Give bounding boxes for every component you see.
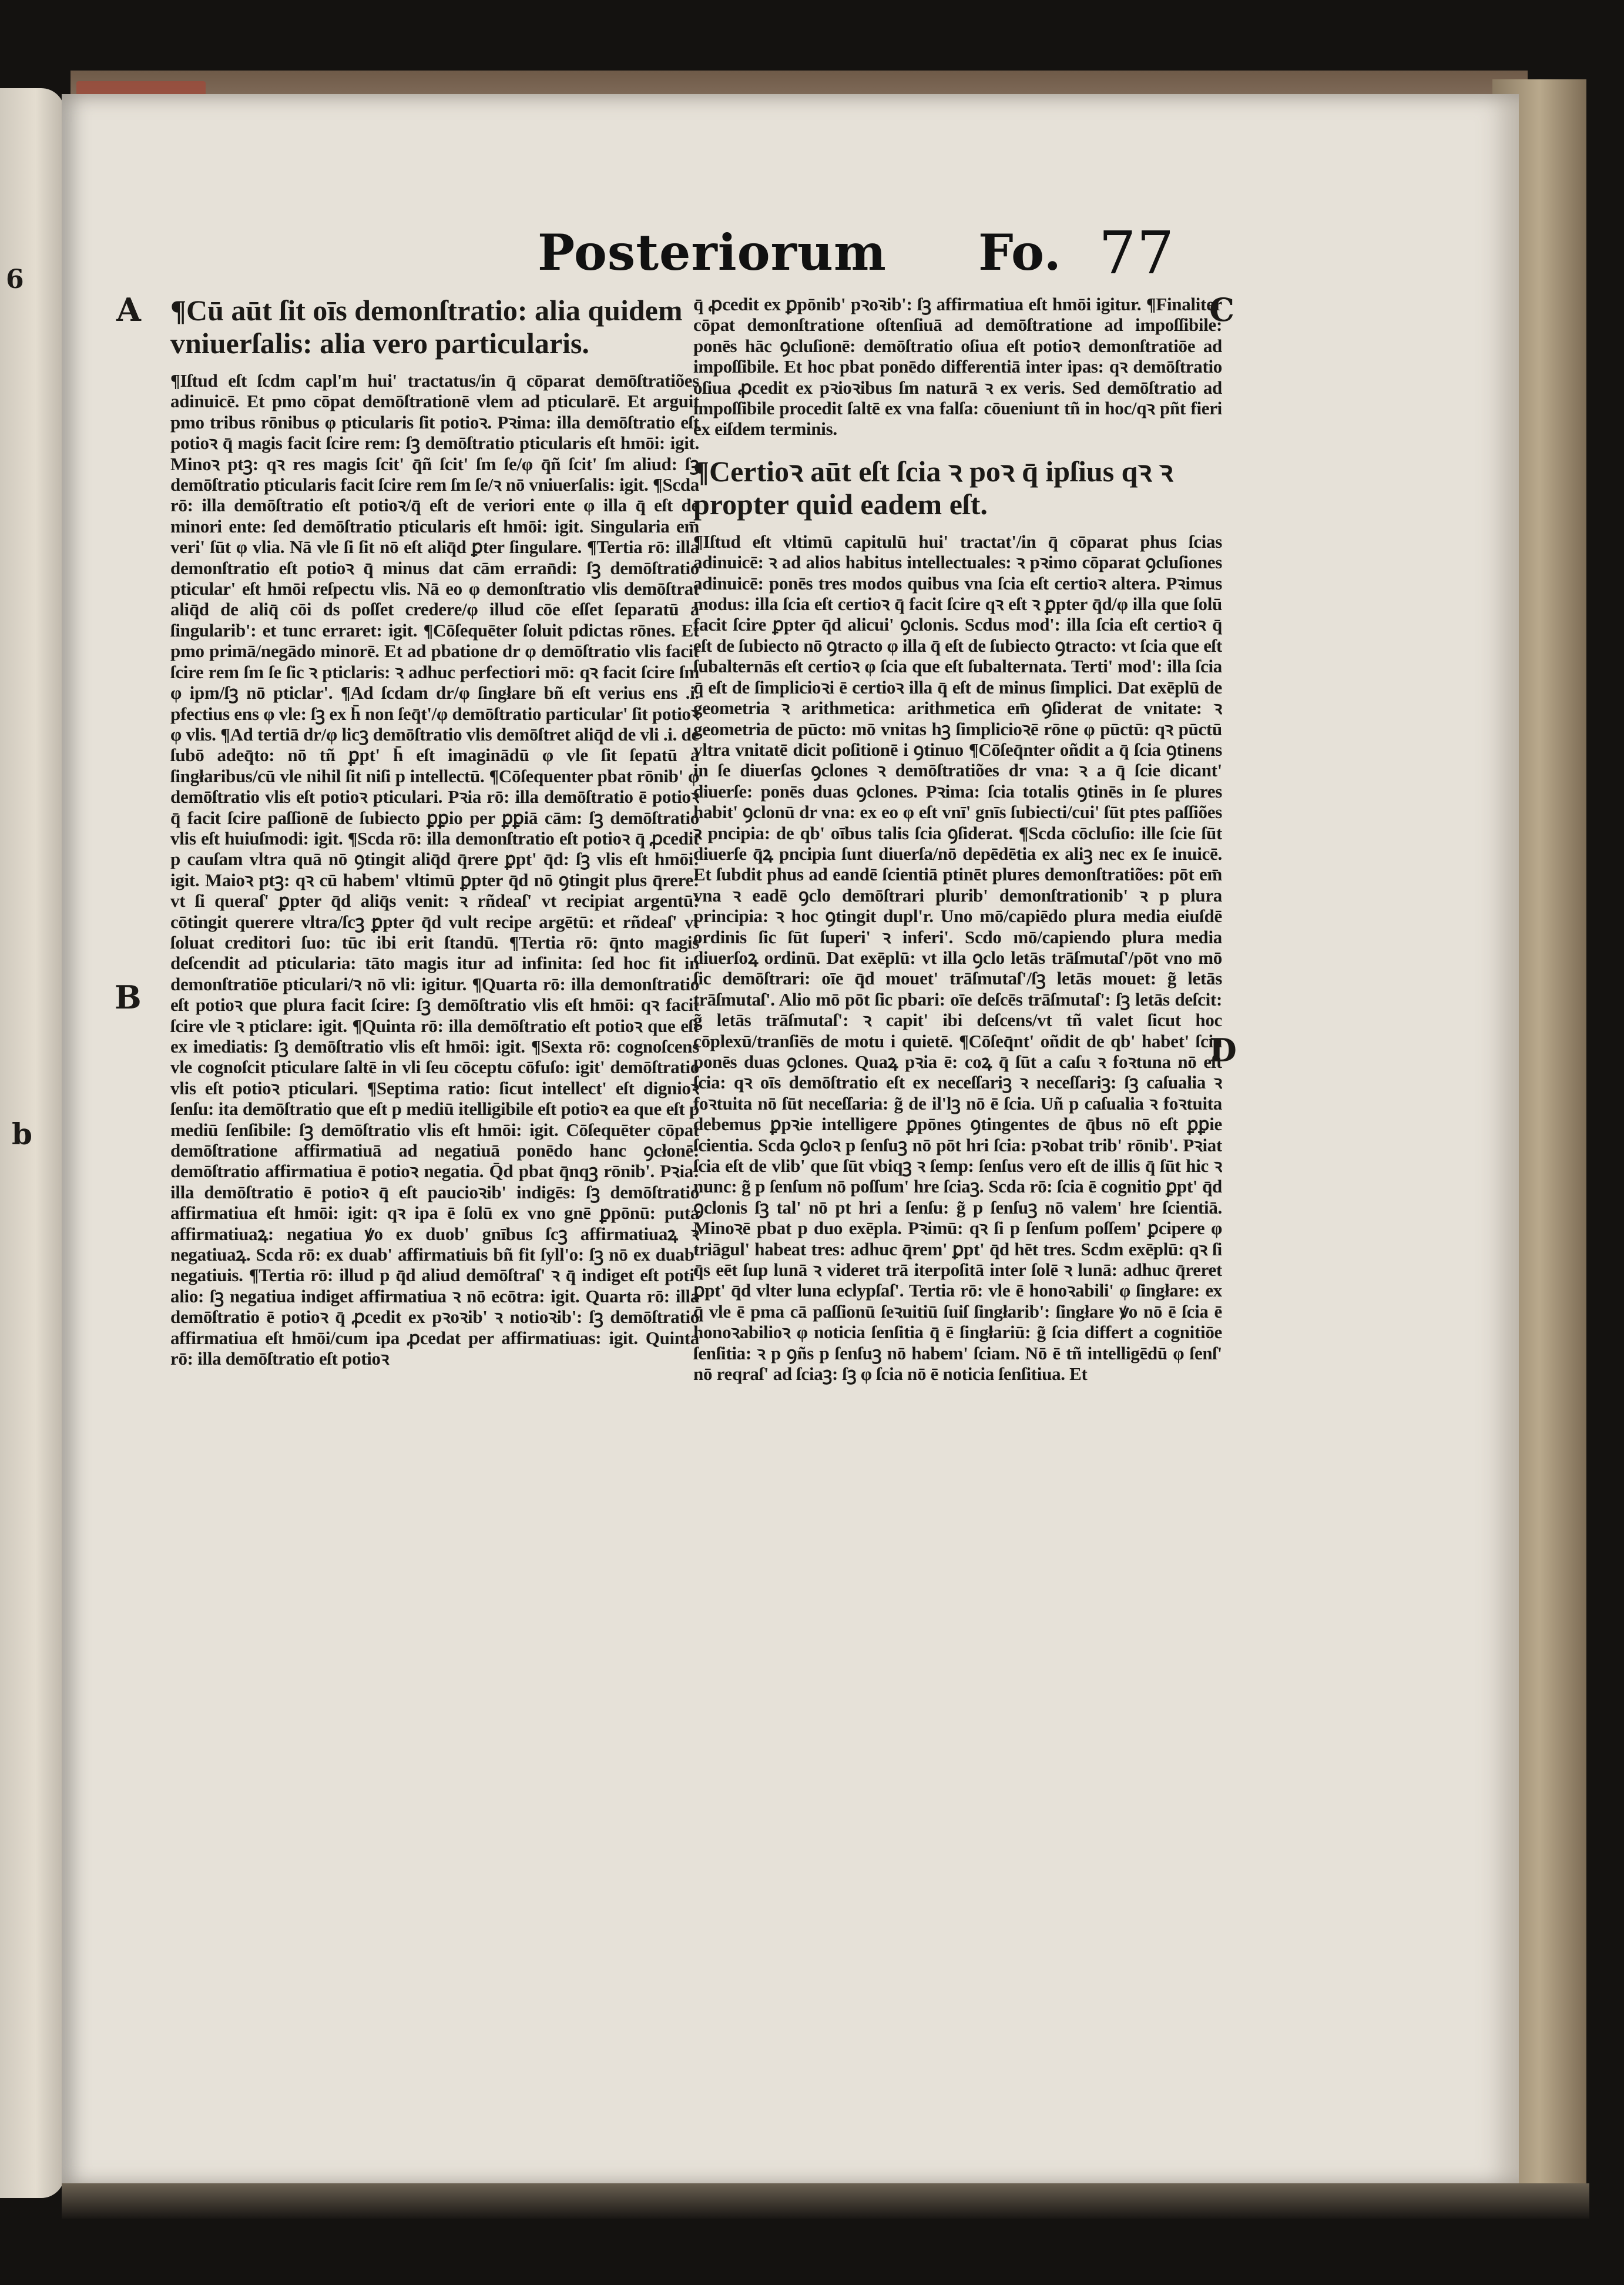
section-heading: ¶Cū aūt ſit oīs demonſtratio: alia quidem vniuerſalis: alia vero particularis. (170, 294, 683, 360)
text-column-right (693, 294, 1222, 1951)
folio-label: Fo. (978, 223, 1062, 282)
outer-margin-mark-b: b (12, 1117, 32, 1151)
commentary-paragraph-continued: q̄ ꝓcedit ex ꝑpōnib' pꝛoꝛib': ſꝫ affirmatiua eſt hmōi igitur. ¶Finaliter cōpat demonſtratione oſtenſiuā ad demōſtratione ad impoſſibile: ponēs hāc ꝯcluſionē: demōſtratio oſiua eſt potioꝛ demonſtratiōe ad impoſſibile. Et hoc pbat ponēdo differentiā inter ipas: qꝛ demōſtratio oſiua ꝓcedit ex pꝛioꝛibus ſm naturā ꝛ ex veris. Sed demōſtratio ad impoſſibile procedit ſaltē ex vna falſa: cōueniunt tñ in hoc/qꝛ pñt fieri ex eiſdem terminis. (693, 294, 1222, 440)
page-bottom-shadow (62, 2183, 1589, 2219)
text-column-left (170, 294, 699, 1951)
margin-letter-c: C (1209, 291, 1234, 329)
facing-page-edge (0, 88, 65, 2198)
commentary-paragraph: ¶Iſtud eſt ſcdm capl'm hui' tractatus/in q̄ cōparat demōſtratiões adinuicē. Et pmo cōpat demōſtrationē vlem ad pticularē. Et arguit pmo tribus rōnibus φ pticularis ſit potioꝛ. Pꝛima: illa demōſtratio eſt potioꝛ q̄ magis facit ſcire rem: ſꝫ demōſtratio pticularis eſt hmōi: igit. Minoꝛ ptꝫ: qꝛ res magis ſcit' q̄ñ ſcit' ſm ſe/φ q̄ñ ſcit' ſm aliud: ſꝫ demōſtratio pticularis facit ſcire rem ſm ſe/ꝛ nō vniuerſalis: igit. ¶Scda rō: illa demōſtratio eſt potioꝛ/q̄ eſt de veriori ente φ illa q̄ eſt de minori ente: ſed demōſtratio pticularis eſt hmōi: igit. Singularia em̄ veri' ſūt φ vlia. Nā vle ſi ſit nō eſt aliq̄d ꝑter ſingulare. ¶Tertia rō: illa demonſtratio eſt potioꝛ q̄ minus dat cām erran̄di: ſꝫ demōſtratio pticular' eſt hmōi reſpectu vlis. Nā eo φ demonſtratio vlis demōſtrat aliq̄d de aliq̄ cōi ds poſſet credere/φ illud cōe eſſet ſeparatū a ſingularib': et tunc erraret: igit. ¶Cōſequēter ſoluit pdictas rōnes. Et pmo primā/negādo minorē. Et ad pbatione dr φ demōſtratio vlis facit ſcire rem ſm ſe ſic ꝛ pticlaris: ꝛ adhuc perfectiori mō: qꝛ facit ſcire ſm φ ipm/ſꝫ nō pticlar'. ¶Ad ſcdam dr/φ ſingłare bñ eſt verius ens .i. pfectius ens φ vle: ſꝫ ex h̄ non ſeq̄t'/φ demōſtratio particular' ſit potioꝛ φ vlis. ¶Ad tertiā dr/φ licꝫ demōſtratio vlis demōſtret aliq̄d de vli .i. de ſubō adeq̄to: nō tñ ꝑpt' h̄ eſt imaginādū φ vle ſit ſepatū a ſingłaribus/cū vle nihil ſit niſi p intellectū. ¶Cōſequenter pbat rōnib' φ demōſtratio vlis eſt potioꝛ pticulari. Pꝛia rō: illa demōſtratio ē potioꝛ q̄ facit ſcire paſſionē de ſubiecto ꝑꝑio per ꝑꝑiā cām: ſꝫ demōſtratio vlis eſt huiuſmodi: igit. ¶Scda rō: illa demonſtratio eſt potioꝛ q̄ ꝓcedit p cauſam vltra quā nō ꝯtingit aliq̄d q̄rere ꝑpt' q̄d: ſꝫ vlis eſt hmōi: igit. Maioꝛ ptꝫ: qꝛ cū habem' vltimū ꝑpter q̄d nō ꝯtingit plus q̄rere: vt ſi queraſ' ꝑpter q̄d aliq̄s venit: ꝛ rñdeaſ' vt recipiat argentū: cōtingit querere vltra/ſcꝫ ꝑpter q̄d vult recipe argētū: et rñdeaſ' vt ſoluat creditori ſuo: tūc ibi erit ſtandū. ¶Tertia rō: q̄nto magis deſcendit ad pticularia: tāto magis itur ad infinita: ſed hoc fit in demonſtratiōe pticulari/ꝛ nō vli: igitur. ¶Quarta rō: illa demonſtratio eſt potioꝛ que plura facit ſcire: ſꝫ demōſtratio vlis eſt hmōi: qꝛ facit ſcire vle ꝛ pticlare: igit. ¶Quinta rō: illa demōſtratio eſt potioꝛ que eſt ex imediatis: ſꝫ demōſtratio vlis eſt hmōi: igit. ¶Sexta rō: cognoſcens vle cognoſcit pticulare ſaltē in vli ſeu cōceptu cōfuſo: igit' demōſtratio vlis eſt potioꝛ pticulari. ¶Septima ratio: ſicut intellect' eſt dignioꝛ ſenſu: ita demōſtratio que eſt p mediū itelligibile eſt potioꝛ ea que eſt p mediū ſenſibile: ſꝫ demōſtratio vlis eſt hmōi: igit. Cōſequēter cōpat demōſtratione affirmatiuā ad negatiuā ponēdo hanc ꝯcłonē: demōſtratio affirmatiua ē potioꝛ negatia. Q̄d pbat q̄nqꝫ rōnib'. Pꝛia: illa demōſtratio ē potioꝛ q̄ eſt paucioꝛib' indigēs: ſꝫ demōſtratio affirmatiua eſt hmōi: igit: qꝛ ipa ē ſolū ex vno gnē ꝑpōnū: puta affirmatiuaꝝ: negatiua ꝟo ex duob' gnībus ſcꝫ affirmatiuaꝝ ꝛ negatiuaꝝ. Scda rō: ex duab' affirmatiuis bñ fit ſyll'o: ſꝫ nō ex duab' negatiuis. ¶Tertia rō: illud p q̄d aliud demōſtraſ' ꝛ q̄ indiget eſt poti' alio: ſꝫ negatiua indiget affirmatiua ꝛ nō ecōtra: igit. Quarta rō: illa demōſtratio ē potioꝛ q̄ ꝓcedit ex pꝛoꝛib' ꝛ notioꝛib': ſꝫ demōſtratio affirmatiua eſt hmōi/cum ipa ꝓcedat per affirmatiuas: igit. Quinta rō: illa demōſtratio eſt potioꝛ (170, 370, 699, 1369)
outer-margin-mark-6: 6 (6, 264, 24, 294)
page-title: Posteriorum (538, 223, 887, 282)
margin-letter-d: D (1209, 1031, 1237, 1069)
commentary-paragraph: ¶Iſtud eſt vltimū capitulū hui' tractat'/in q̄ cōparat phus ſcias adinuicē: ꝛ ad alios habitus intellectuales: ꝛ pꝛimo cōparat ꝯcluſiones adinuicē: ponēs tres modos quibus vna ſcia eſt certioꝛ altera. Pꝛimus modus: illa ſcia eſt certioꝛ q̄ facit ſcire qꝛ eſt ꝛ ꝑpter q̄d/φ illa que ſolū facit ſcire ꝑpter q̄d alicui' ꝯclonis. Scdus mod': illa ſcia eſt certioꝛ q̄ eſt de ſubiecto nō ꝯtracto φ illa q̄ eſt de ſubiecto ꝯtracto: vt ſcia que eſt ſubalternās eſt certioꝛ φ ſcia que eſt ſubalternata. Terti' mod': illa ſcia q̄ eſt de ſimplicioꝛi ē certioꝛ illa q̄ eſt de minus ſimplici. Dat exēplū de geometria ꝛ arithmetica: arithmetica em̄ ꝯſiderat de vnitate: ꝛ geometria de pūcto: mō vnitas hꝫ ſimplicioꝛē rōne φ pūctū: qꝛ pūctū vltra vnitatē dicit poſitionē i ꝯtinuo ¶Cōſeq̄nter oñdit a q̄ ſcia ꝯtinens in ſe diuerſas ꝯclones ꝛ demōſtratiões dr vna: ꝛ a q̄ ſcie dicant' diuerſe: ponēs duas ꝯclones. Pꝛima: ſcia totalis ꝯtinēs in ſe plures habit' ꝯclonū dr vna: ex eo φ eſt vnī' gnīs ſubiecti/cui' ſūt ptes paſſiões ꝛ pncipia: de qb' oībus talis ſcia ꝯſiderat. ¶Scda cōcluſio: ille ſcie ſūt diuerſe q̄ꝝ pncipia ſunt diuerſa/nō depēdētia ex aliꝫ nec ex ſe inuicē. Et ſubdit phus ad eandē ſcientiā ptinēt plures demonſtratiões: pōt em̄ vna ꝛ eadē ꝯclo demōſtrari plurib' demonſtrationib' ꝛ p plura principia: ꝛ hoc ꝯtingit dupl'r. Uno mō/capiēdo plura media eiuſdē ordinis ſic ſūt ſuperi' ꝛ inferi'. Scdo mō/capiendo plura media diuerſoꝝ ordinū. Dat exēplū: vt illa ꝯclo letās trāſmutaſ'/pōt vno mō ſic demōſtrari: oīe q̄d mouet' trāſmutaſ'/ſꝫ letās mouet: g̃ letās trāſmutaſ'. Alio mō pōt ſic pbari: oīe deſcēs trāſmutaſ': ſꝫ letās deſcit: g̃ letās trāſmutaſ': ꝛ capit' ibi deſcens/vt tñ valet ſicut hoc cōplexū/tranſiēs de motu i quietē. ¶Cōſeq̄nt' oñdit de qb' habet' ſcia ponēs duas ꝯclones. Quaꝝ pꝛia ē: coꝝ q̄ ſūt a caſu ꝛ foꝛtuna nō eſt ſcia: qꝛ oīs demōſtratio eſt ex neceſſariꝫ ꝛ neceſſariꝫ: ſꝫ caſualia ꝛ foꝛtuita nō ſūt neceſſaria: g̃ de il'lꝫ nō ē ſcia. Uñ p caſualia ꝛ foꝛtuita debemus ꝑpꝛie intelligere ꝑpōnes ꝯtingentes de q̄bus nō eſt ꝑꝑie ſcientia. Scda ꝯcloꝛ p ſenſuꝫ nō pōt hri ſcia: pꝛobat trib' rōnib'. Pꝛiat ſcia eſt de vlib' que ſūt vbiqꝫ ꝛ ſemp: ſenſus vero eſt de illis q̄ ſūt hic ꝛ nunc: g̃ p ſenſum nō poſſum' hre ſciaꝫ. Scda rō: ſcia ē cognitio ꝑpt' q̄d ꝯclonis ſꝫ tal' nō pt hri a ſenſu: g̃ p ſenſuꝫ nō valem' hre ſcientiā. Minoꝛē pbat p duo exēpla. Pꝛimū: qꝛ ſi p ſenſum poſſem' ꝑcipere φ triāgul' habeat tres: adhuc q̄rem' ꝑpt' q̄d hēt tres. Scdm exēplū: qꝛ ſi q̄s eēt ſup lunā ꝛ videret trā iterpoſitā inter ſolē ꝛ lunā: adhuc q̄reret ꝑpt' q̄d vlter luna eclypſaſ'. Tertia rō: vle ē honoꝛabili' φ ſingłare: ex q̄ vle ē pma cā paſſionū ſeꝛuitiū ſuiſ ſingłarib': ſingłare ꝟo nō ē ſcia ē honoꝛabilioꝛ φ noticia ſenſitia q̄ ē ſingłariū: g̃ ſcia differt a cognitiōe ſenſitia: ꝛ p ꝯñs p ſenſuꝫ nō habem' ſciam. Nō ē tñ intelligēdū φ ſenſ' nō reqraſ' ad ſciaꝫ: ſꝫ φ ſcia nō ē noticia ſenſitiua. Et (693, 531, 1222, 1385)
folio-number: 77 (1099, 219, 1175, 287)
margin-letter-a: A (116, 291, 141, 329)
section-heading: ¶Certioꝛ aūt eſt ſcia ꝛ poꝛ q̄ ipſius qꝛ ꝛ propter quid eadem eſt. (693, 454, 1173, 521)
margin-letter-b: B (115, 979, 142, 1016)
